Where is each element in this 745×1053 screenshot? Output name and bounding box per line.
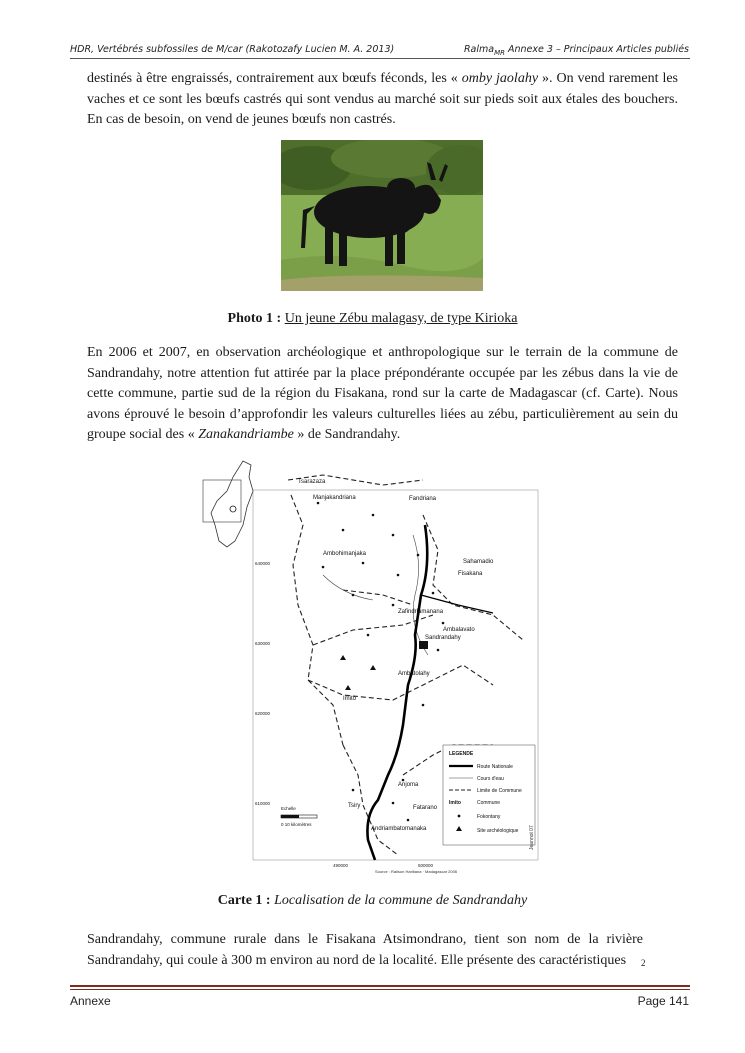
paragraph-2 xyxy=(87,343,678,446)
coord-y-2: 630000 xyxy=(255,641,271,646)
paragraph-2-italic: Zanakandriambe xyxy=(198,427,294,442)
scale-label: Echelle xyxy=(281,806,296,811)
label-fisakana: Fisakana xyxy=(458,571,483,577)
header-right-prefix: Ralma xyxy=(463,44,495,55)
paragraph-2-text-a: En 2006 et 2007, en observation archéologique et anthropologique sur le terrain de la commune de Sandrandahy, notre attention fut attirée par la place prépondérante occupée par les zébus dans la vie de cette commune, partie sud de la région du Fisakana, rond sur la carte de Madagascar (cf. Carte). Nous avons éprouvé le besoin d’approfondir les valeurs culturelles liées au zébu, particulièrement au sein du groupe social des « xyxy=(87,345,678,442)
footer-page-number: Page 141 xyxy=(637,994,689,1008)
map-author: Jeannot 07 xyxy=(529,825,535,850)
label-imito: Imito xyxy=(343,696,357,702)
map-caption-label: Carte 1 : xyxy=(217,893,275,908)
paragraph-1-text-a: destinés à être engraissés, contrairement aux bœufs féconds, les « xyxy=(87,71,462,86)
map-source: Source : Ralison Haritiana · Madagascar 2006 xyxy=(375,869,458,874)
legend-item-fokontany: Fokontany xyxy=(477,814,501,820)
fokontany-points xyxy=(317,502,445,822)
legend-item-boundary: Limite de Commune xyxy=(477,788,522,794)
coord-y-1: 640000 xyxy=(255,561,271,566)
scale-bar-fill xyxy=(281,815,299,818)
scale-value: 0 10 kilomètres xyxy=(281,822,312,827)
label-ambohimanjaka: Ambohimanjaka xyxy=(323,551,367,557)
running-header-left: HDR, Vertébrés subfossiles de M/car (Rakotozafy Lucien M. A. 2013) xyxy=(70,44,395,55)
label-tsarazaza: Tsarazaza xyxy=(298,479,326,485)
inset-frame xyxy=(203,480,241,522)
map-scale xyxy=(281,806,317,827)
paragraph-2-text-b: » de Sandrandahy. xyxy=(293,427,401,442)
photo-caption xyxy=(0,311,745,327)
photo-caption-label: Photo 1 : xyxy=(227,311,285,326)
legend-item-commune: Commune xyxy=(477,800,501,806)
header-right-subscript: MR xyxy=(494,48,505,57)
zebu-photo xyxy=(281,140,483,291)
coord-y-3: 620000 xyxy=(255,711,271,716)
footnote-mark: 2 xyxy=(641,958,646,968)
legend-item-river: Cours d'eau xyxy=(477,776,504,782)
fisakana-circle xyxy=(230,506,236,512)
paragraph-3: Sandrandahy, commune rurale dans le Fisakana Atsimondrano, tient son nom de la rivière Sandrandahy, qui coule à 300 m environ au nord de la localité. Elle présente des caractéristiques xyxy=(87,932,643,968)
legend-title: LEGENDE xyxy=(449,751,474,757)
label-manjakandriana: Manjakandriana xyxy=(313,495,356,501)
label-tsiry: Tsiry xyxy=(348,803,361,809)
paragraph-1-italic: omby jaolahy xyxy=(461,71,539,86)
madagascar-inset xyxy=(211,461,253,547)
label-sahamadio: Sahamadio xyxy=(463,559,494,565)
label-anjoma: Anjoma xyxy=(398,782,419,788)
label-sandrandahy: Sandrandahy xyxy=(425,635,461,641)
label-fatarano: Fatarano xyxy=(413,805,438,811)
running-header-right xyxy=(464,44,689,57)
footer-rule-thin xyxy=(70,989,690,990)
label-zafindriamanana: Zafindriamanana xyxy=(398,609,444,615)
paragraph-1-text-b: ». On vend rarement les vaches et ce sont les bœufs castrés qui sont vendus au marché soit sur pieds soit aux étales des bouchers. En cas de besoin, on vend de jeunes bœufs non castrés. xyxy=(87,71,678,127)
map-caption xyxy=(0,893,745,909)
paragraph-1 xyxy=(87,69,678,131)
legend-item-site: Site archéologique xyxy=(477,828,519,834)
label-fandriana: Fandriana xyxy=(409,496,437,502)
footer-rule-thick xyxy=(70,985,690,987)
label-ambohimiarivo: Andriambatomanaka xyxy=(371,826,427,832)
legend-dot xyxy=(458,815,461,818)
legend-imito-sample: Imito xyxy=(449,800,461,806)
legend-item-road: Route Nationale xyxy=(477,764,513,770)
map-caption-text: Localisation de la commune de Sandrandahy xyxy=(274,893,528,908)
map-legend xyxy=(443,745,535,845)
label-ambalavato: Ambalavato xyxy=(443,627,475,633)
header-rule xyxy=(70,58,690,59)
coord-x-2: 500000 xyxy=(418,863,434,868)
photo-caption-text: Un jeune Zébu malagasy, de type Kirioka xyxy=(284,311,518,326)
coord-x-1: 490000 xyxy=(333,863,349,868)
coord-y-4: 610000 xyxy=(255,801,271,806)
footer-left: Annexe xyxy=(70,994,111,1008)
sandrandahy-map xyxy=(193,455,543,875)
sandrandahy-marker xyxy=(419,641,428,649)
header-right-suffix: Annexe 3 – Principaux Articles publiés xyxy=(505,44,689,55)
label-ambatolahy: Ambatolahy xyxy=(398,671,430,677)
archaeological-sites xyxy=(340,655,376,690)
